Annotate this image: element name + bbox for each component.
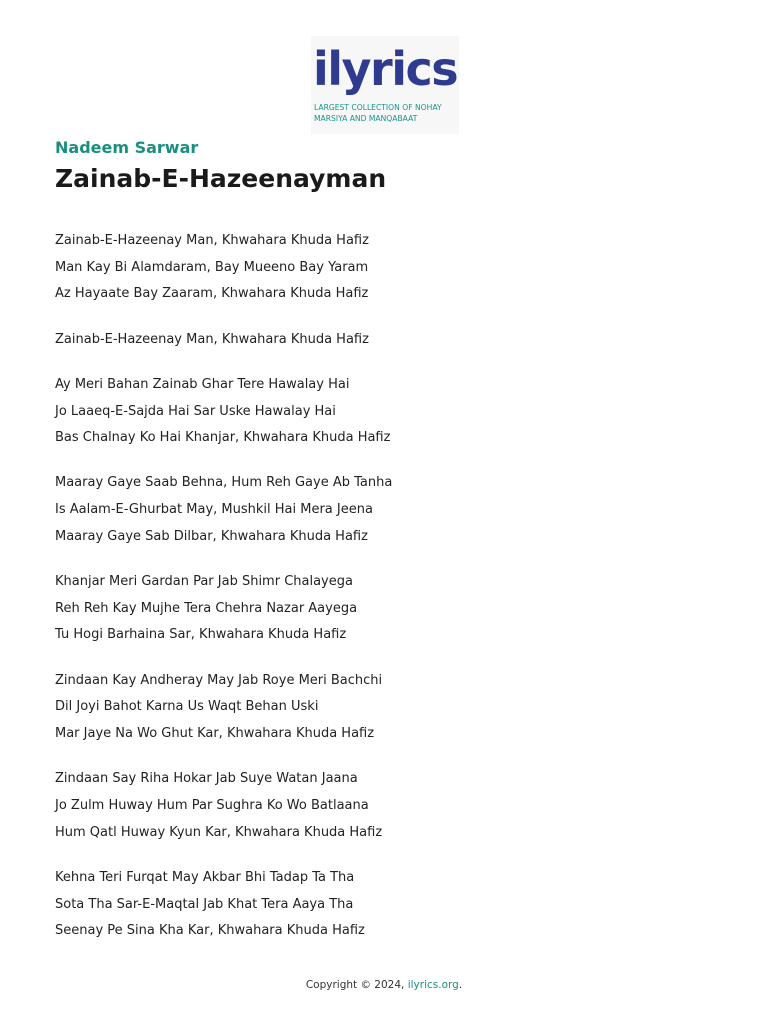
- lyric-line: Hum Qatl Huway Kyun Kar, Khwahara Khuda Hafiz: [55, 824, 383, 840]
- stanza: [55, 766, 392, 846]
- lyric-line: Reh Reh Kay Mujhe Tera Chehra Nazar Aayega: [55, 600, 358, 616]
- lyric-line: Tu Hogi Barhaina Sar, Khwahara Khuda Hafiz: [55, 627, 347, 643]
- lyric-line: Khanjar Meri Gardan Par Jab Shimr Chalayega: [55, 574, 353, 590]
- lyric-line: Sota Tha Sar-E-Maqtal Jab Khat Tera Aaya Tha: [55, 896, 354, 912]
- stanza: [55, 327, 392, 354]
- copyright-text: Copyright © 2024,: [305, 979, 408, 991]
- stanza: [55, 470, 392, 550]
- lyric-line: Zindaan Kay Andheray May Jab Roye Meri Bachchi: [55, 672, 383, 688]
- lyric-line: Mar Jaye Na Wo Ghut Kar, Khwahara Khuda Hafiz: [55, 726, 375, 742]
- footer-copyright: [0, 976, 768, 994]
- lyric-line: Maaray Gaye Saab Behna, Hum Reh Gaye Ab Tanha: [55, 475, 393, 491]
- lyric-line: Bas Chalnay Ko Hai Khanjar, Khwahara Khuda Hafiz: [55, 430, 391, 446]
- lyric-line: Dil Joyi Bahot Karna Us Waqt Behan Uski: [55, 699, 319, 715]
- site-logo[interactable]: [311, 36, 459, 134]
- lyric-line: Zainab-E-Hazeenay Man, Khwahara Khuda Hafiz: [55, 233, 369, 248]
- lyric-line: Kehna Teri Furqat May Akbar Bhi Tadap Ta Tha: [55, 869, 355, 885]
- lyric-line: Jo Zulm Huway Hum Par Sughra Ko Wo Batlaana: [55, 797, 369, 813]
- artist-name[interactable]: Nadeem Sarwar: [55, 138, 199, 157]
- lyrics-body: [55, 228, 392, 963]
- lyric-line: Jo Laaeq-E-Sajda Hai Sar Uske Hawalay Hai: [55, 403, 336, 419]
- lyric-line: Is Aalam-E-Ghurbat May, Mushkil Hai Mera Jeena: [55, 502, 373, 518]
- lyric-line: Zindaan Say Riha Hokar Jab Suye Watan Jaana: [55, 771, 358, 787]
- logo-tagline-line-2: MARSIYA AND MANQABAAT: [314, 114, 418, 123]
- lyric-line: Zainab-E-Hazeenay Man, Khwahara Khuda Hafiz: [55, 331, 369, 347]
- lyric-line: Maaray Gaye Sab Dilbar, Khwahara Khuda Hafiz: [55, 528, 368, 544]
- stanza: [55, 865, 392, 945]
- lyric-line: Man Kay Bi Alamdaram, Bay Mueeno Bay Yaram: [55, 259, 369, 275]
- logo-wordmark: ilyrics: [313, 42, 458, 96]
- lyric-line: Az Hayaate Bay Zaaram, Khwahara Khuda Hafiz: [55, 286, 369, 302]
- copyright-suffix: .: [458, 979, 463, 991]
- site-link[interactable]: ilyrics.org: [407, 979, 459, 991]
- page-title: Zainab-E-Hazeenayman: [55, 164, 387, 193]
- stanza: [55, 228, 392, 308]
- lyric-line: Seenay Pe Sina Kha Kar, Khwahara Khuda Hafiz: [55, 923, 365, 939]
- lyric-line: Ay Meri Bahan Zainab Ghar Tere Hawalay Hai: [55, 376, 350, 392]
- logo-tagline: [314, 102, 442, 124]
- stanza: [55, 372, 392, 452]
- logo-tagline-line-1: LARGEST COLLECTION OF NOHAY: [314, 103, 442, 112]
- stanza: [55, 569, 392, 649]
- stanza: [55, 668, 392, 748]
